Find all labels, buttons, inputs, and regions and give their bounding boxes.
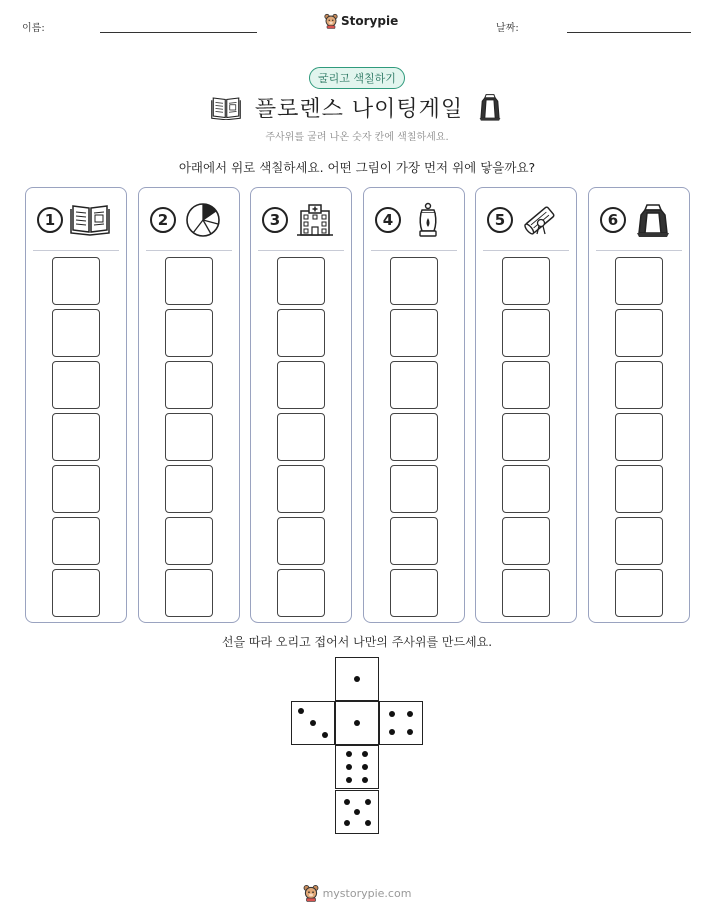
column-header (26, 188, 126, 251)
color-box[interactable] (165, 517, 213, 565)
color-box[interactable] (390, 413, 438, 461)
color-box[interactable] (502, 361, 550, 409)
die-pip (346, 777, 352, 783)
color-box[interactable] (615, 309, 663, 357)
die-pip (362, 751, 368, 757)
column-divider (33, 250, 119, 251)
name-line[interactable] (100, 32, 257, 33)
die-pip (407, 729, 413, 735)
column-number: 2 (150, 207, 176, 233)
page-title: 플로렌스 나이팅게일 (254, 96, 464, 122)
color-box[interactable] (165, 465, 213, 513)
diploma-scroll-icon (520, 201, 560, 239)
subtitle: 주사위를 굴려 나온 숫자 칸에 색칠하세요. (265, 132, 449, 143)
die-pip (365, 820, 371, 826)
color-box[interactable] (52, 517, 100, 565)
column-number: 6 (600, 207, 626, 233)
die-pip (322, 732, 328, 738)
die-pip (389, 711, 395, 717)
color-box[interactable] (502, 309, 550, 357)
die-pip (365, 799, 371, 805)
column-header (589, 188, 689, 251)
die-pip (389, 729, 395, 735)
open-book-icon (211, 94, 241, 120)
column-header (364, 188, 464, 251)
race-column-4 (363, 187, 465, 623)
die-face-bottom (335, 790, 379, 834)
die-pip (344, 820, 350, 826)
color-box[interactable] (615, 517, 663, 565)
brand-name: Storypie (341, 14, 399, 28)
color-box[interactable] (390, 309, 438, 357)
color-box[interactable] (390, 569, 438, 617)
column-number: 4 (375, 207, 401, 233)
storypie-logo (324, 13, 398, 29)
race-column-2 (138, 187, 240, 623)
color-box[interactable] (277, 361, 325, 409)
color-box[interactable] (52, 465, 100, 513)
race-column-6 (588, 187, 690, 623)
column-divider (371, 250, 457, 251)
column-number: 5 (487, 207, 513, 233)
color-box[interactable] (502, 257, 550, 305)
color-box[interactable] (277, 413, 325, 461)
color-box[interactable] (277, 309, 325, 357)
color-box[interactable] (390, 465, 438, 513)
color-box[interactable] (52, 569, 100, 617)
die-pip (362, 777, 368, 783)
die-pip (310, 720, 316, 726)
pie-chart-icon (183, 201, 223, 239)
column-number: 3 (262, 207, 288, 233)
color-box[interactable] (165, 413, 213, 461)
race-column-5 (475, 187, 577, 623)
footer-url[interactable]: mystorypie.com (322, 886, 412, 900)
color-box[interactable] (502, 413, 550, 461)
color-box[interactable] (165, 257, 213, 305)
title-row (0, 90, 714, 124)
die-pip (346, 764, 352, 770)
column-divider (258, 250, 344, 251)
hospital-icon (295, 201, 335, 239)
color-box[interactable] (502, 517, 550, 565)
die-face-middle (335, 745, 379, 789)
die-pip (354, 809, 360, 815)
color-box[interactable] (615, 569, 663, 617)
nurse-uniform-icon (477, 92, 503, 122)
color-box[interactable] (165, 361, 213, 409)
instruction: 아래에서 위로 색칠하세요. 어떤 그림이 가장 먼저 위에 닿을까요? (178, 160, 536, 175)
lantern-icon (408, 201, 448, 239)
die-face-right (379, 701, 423, 745)
color-box[interactable] (165, 309, 213, 357)
color-box[interactable] (502, 465, 550, 513)
race-column-1 (25, 187, 127, 623)
race-column-3 (250, 187, 352, 623)
dice-instruction: 선을 따라 오리고 접어서 나만의 주사위를 만드세요. (221, 635, 493, 649)
date-label: 날짜: (496, 23, 519, 34)
column-header (251, 188, 351, 251)
die-pip (354, 676, 360, 682)
color-box[interactable] (165, 569, 213, 617)
color-box[interactable] (615, 413, 663, 461)
name-label: 이름: (22, 23, 45, 34)
color-box[interactable] (390, 361, 438, 409)
column-divider (146, 250, 232, 251)
die-pip (354, 720, 360, 726)
column-header (139, 188, 239, 251)
die-pip (298, 708, 304, 714)
color-box[interactable] (52, 361, 100, 409)
die-face-top (335, 657, 379, 701)
die-face-center (335, 701, 379, 745)
footer (0, 884, 714, 902)
color-box[interactable] (390, 257, 438, 305)
column-divider (483, 250, 569, 251)
open-book-icon (70, 201, 110, 239)
die-pip (407, 711, 413, 717)
color-box[interactable] (277, 517, 325, 565)
die-face-left (291, 701, 335, 745)
column-divider (596, 250, 682, 251)
nurse-uniform-icon (633, 201, 673, 239)
die-pip (362, 764, 368, 770)
activity-badge: 굴리고 색칠하기 (309, 67, 405, 89)
bear-mascot-icon (303, 884, 319, 902)
die-pip (346, 751, 352, 757)
color-box[interactable] (615, 465, 663, 513)
date-line[interactable] (567, 32, 691, 33)
color-box[interactable] (52, 257, 100, 305)
color-box[interactable] (52, 413, 100, 461)
color-box[interactable] (277, 569, 325, 617)
bear-mascot-icon (324, 13, 338, 29)
color-box[interactable] (615, 257, 663, 305)
column-header (476, 188, 576, 251)
color-box[interactable] (52, 309, 100, 357)
color-box[interactable] (390, 517, 438, 565)
die-pip (344, 799, 350, 805)
color-box[interactable] (615, 361, 663, 409)
color-box[interactable] (502, 569, 550, 617)
color-box[interactable] (277, 257, 325, 305)
column-number: 1 (37, 207, 63, 233)
color-box[interactable] (277, 465, 325, 513)
